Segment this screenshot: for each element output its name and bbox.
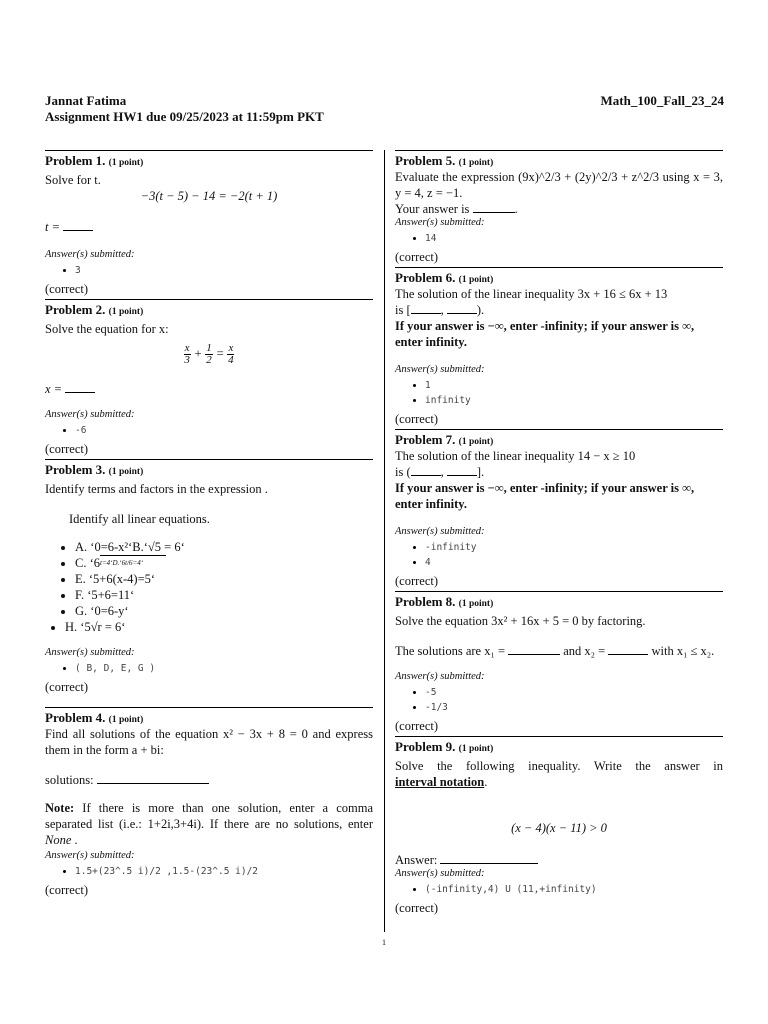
submitted-label: Answer(s) submitted: <box>45 249 135 260</box>
problem-title: Problem 1. <box>45 153 106 168</box>
answer-blank-1[interactable] <box>411 303 441 314</box>
problem-prompt: Find all solutions of the equation x² − 3x + 8 = 0 and express them in the form a + bi: <box>45 727 373 757</box>
answer-blank[interactable] <box>97 773 209 784</box>
problem-2 <box>45 299 373 457</box>
option-h: • H. ‘5√r = 6‘ <box>65 619 373 635</box>
status: (correct) <box>395 719 439 733</box>
header-left <box>45 93 324 125</box>
status: (correct) <box>45 282 89 296</box>
answer-list <box>395 540 723 570</box>
problem-4 <box>45 707 373 898</box>
answer-item: • 1 <box>425 378 723 393</box>
equation: −3(t − 5) − 14 = −2(t + 1) <box>140 189 278 203</box>
problem-8: Problem 8. (1 point) Solve the equation 3x² + 16x + 5 = 0 by factoring. The solutions are x₁ = and x₂ = with x₁ ≤ x₂. Answer(s) submitted: • -5 • -1/3 (correct) <box>395 591 723 734</box>
problem-points: (1 point) <box>108 715 144 725</box>
interval-notation-text: interval notation <box>395 775 485 789</box>
answer-list <box>395 882 723 897</box>
submitted-label: Answer(s) submitted: <box>395 364 485 375</box>
submitted-label: Answer(s) submitted: <box>45 647 135 658</box>
problem-prompt: The solution of the linear inequality 3x + 16 ≤ 6x + 13 <box>395 287 668 301</box>
answer-blank-1[interactable] <box>411 465 441 476</box>
problem-prompt: Solve the equation for x: <box>45 322 169 336</box>
problem-7: Problem 7. (1 point) The solution of the linear inequality 14 − x ≥ 10 is ( , ]. If your answer is −∞, enter -infinity; if your answer is ∞, enter infinity. Answer(s) submitted: • -infinity • 4 (correct) <box>395 429 723 589</box>
status: (correct) <box>395 901 439 915</box>
problem-title: Problem 2. <box>45 302 106 317</box>
answer-blank-2[interactable] <box>608 644 648 655</box>
submitted-label: Answer(s) submitted: <box>45 409 135 420</box>
answer-item: • -6 <box>75 423 373 438</box>
problem-title: Problem 5. <box>395 153 456 168</box>
answer-list <box>45 661 373 676</box>
option-a: • A. ‘0=6-x²‘B.‘√5 = 6‘ <box>75 539 373 555</box>
answer-list <box>395 378 723 408</box>
answer-list <box>45 864 373 879</box>
answer-item: • -infinity <box>425 540 723 555</box>
answer-item: • (-infinity,4) U (11,+infinity) <box>425 882 723 897</box>
answer-text: Your answer is <box>395 202 470 216</box>
problem-prompt: The solution of the linear inequality 14 − x ≥ 10 <box>395 449 636 463</box>
answer-item: • 1.5+(23^.5 i)/2 ,1.5-(23^.5 i)/2 <box>75 864 373 879</box>
answer-label: Answer: <box>395 853 438 867</box>
problem-points: (1 point) <box>458 599 494 609</box>
option-list <box>45 539 373 619</box>
answer-label: t = <box>45 220 61 234</box>
student-name: Jannat Fatima <box>45 93 127 108</box>
problem-title: Problem 4. <box>45 710 106 725</box>
infinity-note: If your answer is −∞, enter -infinity; if your answer is ∞, enter infinity. <box>395 481 695 511</box>
option-e: • E. ‘5+6(x-4)=5‘ <box>75 571 373 587</box>
problem-title: Problem 3. <box>45 462 106 477</box>
note: Note: If there is more than one solution, enter a comma separated list (i.e.: 1+2i,3+4i). If there are no solutions, enter None . <box>45 801 373 847</box>
option-g: • G. ‘0=6-y‘ <box>75 603 373 619</box>
status: (correct) <box>45 442 89 456</box>
option-f: • F. ‘5+6=11‘ <box>75 587 373 603</box>
problem-title: Problem 6. <box>395 270 456 285</box>
answer-blank[interactable] <box>63 220 93 231</box>
problem-6: Problem 6. (1 point) The solution of the linear inequality 3x + 16 ≤ 6x + 13 is [ , ). If your answer is −∞, enter -infinity; if your answer is ∞, enter infinity. Answer(s) submitted: • 1 • infinity (correct) <box>395 267 723 427</box>
answer-blank-2[interactable] <box>447 465 477 476</box>
problem-title: Problem 7. <box>395 432 456 447</box>
problem-points: (1 point) <box>458 158 494 168</box>
page-number: 1 <box>382 938 386 947</box>
status: (correct) <box>395 412 439 426</box>
answer-item: • 4 <box>425 555 723 570</box>
left-column <box>45 150 373 898</box>
status: (correct) <box>395 574 439 588</box>
answer-blank-1[interactable] <box>508 644 560 655</box>
problem-prompt: Solve for t. <box>45 173 101 187</box>
problem-title: Problem 8. <box>395 594 456 609</box>
answer-blank[interactable] <box>440 853 538 864</box>
option-c: • C. ‘6 t=4‘D.‘6t/6=4‘ <box>75 555 373 571</box>
submitted-label: Answer(s) submitted: <box>395 868 485 879</box>
problem-1 <box>45 150 373 297</box>
submitted-label: Answer(s) submitted: <box>45 850 135 861</box>
infinity-note: If your answer is −∞, enter -infinity; if your answer is ∞, enter infinity. <box>395 319 695 349</box>
sub-prompt: Identify all linear equations. <box>69 512 210 526</box>
answer-list <box>45 263 373 278</box>
answer-list <box>395 685 723 715</box>
problem-prompt: Evaluate the expression (9x)^2/3 + (2y)^2/3 + z^2/3 using x = 3, y = 4, z = −1. <box>395 170 723 200</box>
inequality: (x − 4)(x − 11) > 0 <box>511 821 607 835</box>
problem-prompt: Solve the equation 3x² + 16x + 5 = 0 by factoring. <box>395 614 646 628</box>
answer-label: x = <box>45 382 63 396</box>
submitted-label: Answer(s) submitted: <box>395 671 485 682</box>
answer-item: • -1/3 <box>425 700 723 715</box>
answer-blank[interactable] <box>65 382 95 393</box>
answer-item: • infinity <box>425 393 723 408</box>
column-divider <box>384 150 385 932</box>
problem-points: (1 point) <box>458 744 494 754</box>
problem-points: (1 point) <box>458 275 494 285</box>
problem-title: Problem 9. <box>395 739 456 754</box>
problem-points: (1 point) <box>458 437 494 447</box>
status: (correct) <box>395 250 439 264</box>
answer-list <box>45 423 373 438</box>
problem-5: Problem 5. (1 point) Evaluate the expression (9x)^2/3 + (2y)^2/3 + z^2/3 using x = 3, y = 4, z = −1. Your answer is . Answer(s) submitted: • 14 (correct) <box>395 150 723 265</box>
answer-item: • -5 <box>425 685 723 700</box>
answer-item: • ( B, D, E, G ) <box>75 661 373 676</box>
equation: $\frac{x}{3}$ + $\frac{1}{2}$ = $\frac{x}{4}$ <box>184 342 234 366</box>
answer-blank-2[interactable] <box>447 303 477 314</box>
problem-points: (1 point) <box>108 158 144 168</box>
problem-prompt: Identify terms and factors in the expression . <box>45 482 268 496</box>
submitted-label: Answer(s) submitted: <box>395 526 485 537</box>
problem-points: (1 point) <box>108 467 144 477</box>
problem-9: Problem 9. (1 point) Solve the following inequality. Write the answer in interval notation. (x − 4)(x − 11) > 0 Answer: Answer(s) submitted: • (-infinity,4) U (11,+infinity) (correct) <box>395 736 723 916</box>
assignment-title: Assignment HW1 due 09/25/2023 at 11:59pm PKT <box>45 109 324 124</box>
problem-3 <box>45 459 373 695</box>
answer-list <box>395 231 723 246</box>
answer-item: • 14 <box>425 231 723 246</box>
answer-blank[interactable] <box>473 202 515 213</box>
right-column <box>395 150 723 916</box>
submitted-label: Answer(s) submitted: <box>395 217 485 228</box>
problem-points: (1 point) <box>108 307 144 317</box>
answer-item: • 3 <box>75 263 373 278</box>
status: (correct) <box>45 680 89 694</box>
answer-label: solutions: <box>45 773 94 787</box>
course-name: Math_100_Fall_23_24 <box>600 93 724 108</box>
status: (correct) <box>45 883 89 897</box>
problem-prompt: Solve the following inequality. Write the answer in <box>395 759 723 773</box>
